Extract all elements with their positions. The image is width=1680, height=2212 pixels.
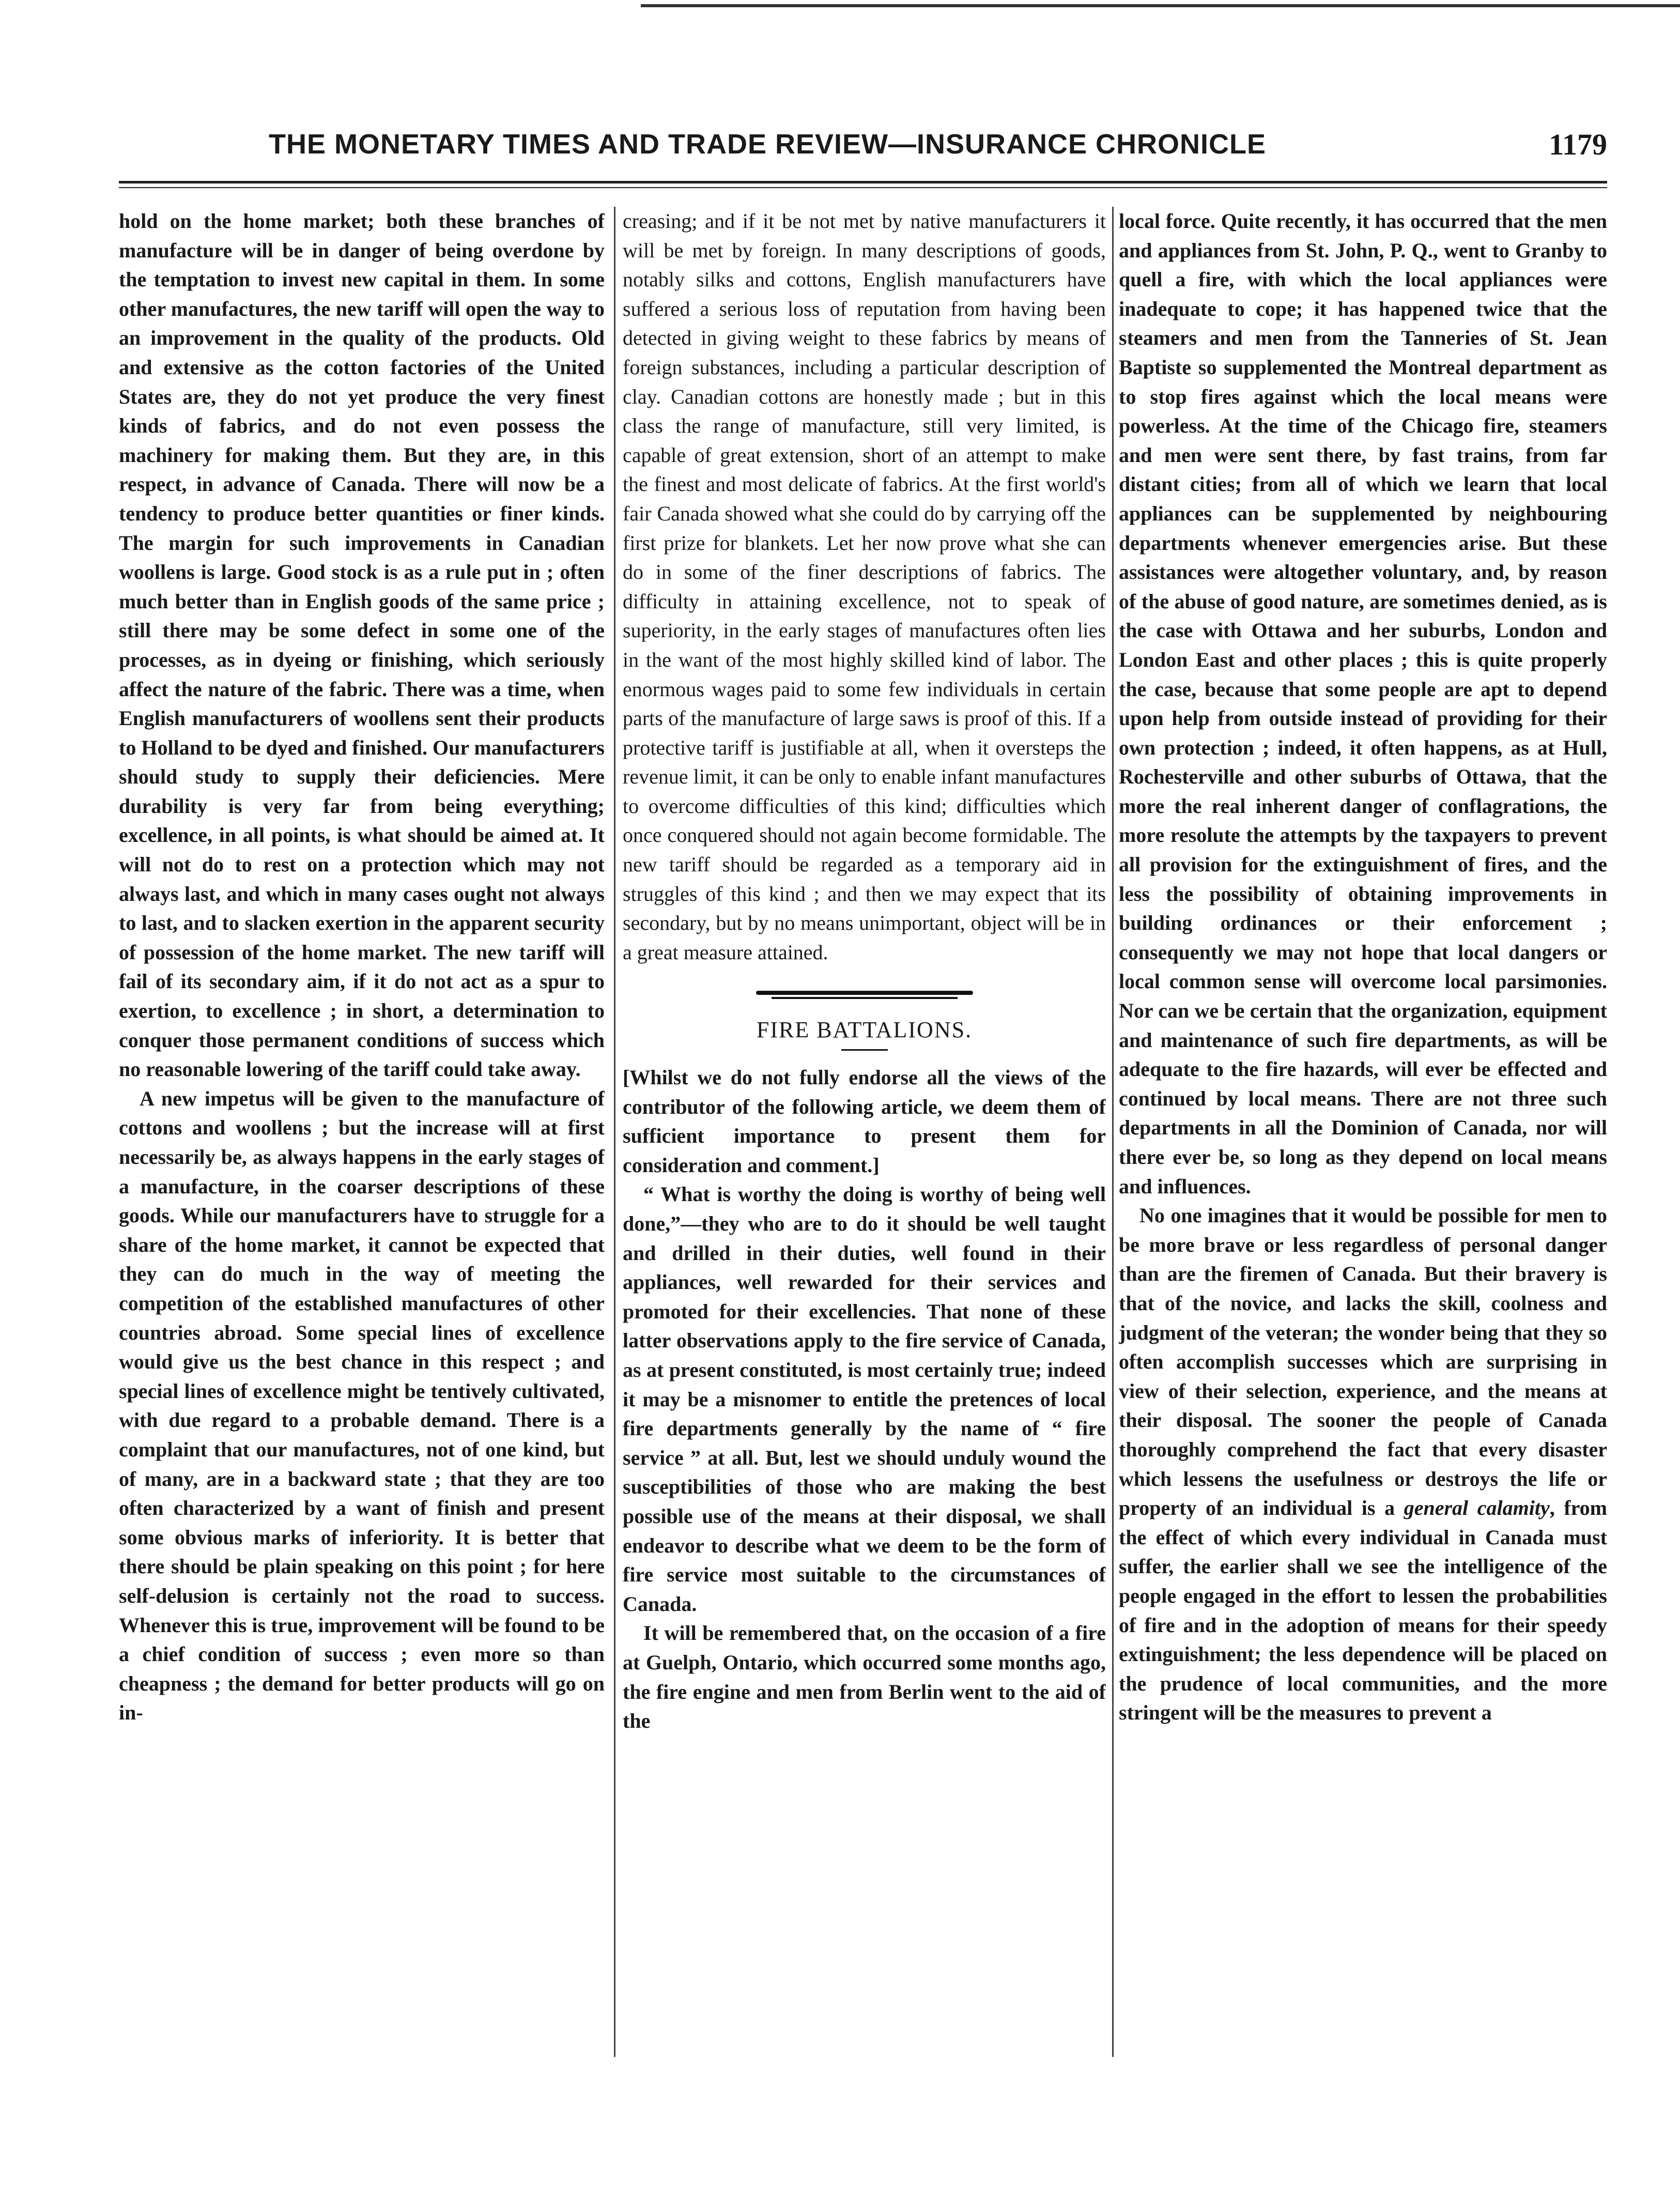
column-2 — [623, 207, 1106, 2196]
publication-title: THE MONETARY TIMES AND TRADE REVIEW—INSURANCE CHRONICLE — [269, 129, 1267, 160]
top-rule — [641, 4, 1680, 7]
section-title: FIRE BATTALIONS. — [756, 1017, 973, 1043]
editor-note: [Whilst we do not fully endorse all the views of the contributor of the following article, we deem them of sufficient importance to present them for consideration and comment.] — [623, 1066, 1106, 1177]
paragraph: creasing; and if it be not met by native manufacturers it will be met by foreign. In many descriptions of goods, notably silks and cottons, English manufacturers have suffered a serious loss of reputation from having been detected in giving weight to these fabrics by means of foreign substances, including a particular description of clay. Canadian cottons are honestly made ; but in this class the range of manufacture, still very limited, is capable of great extension, short of an attempt to make the finest and most delicate of fabrics. At the first world's fair Canada showed what she could do by carrying off the first prize for blankets. Let her now prove what she can do in some of the finer descriptions of fabrics. The difficulty in attaining excellence, not to speak of superiority, in the early stages of manufactures often lies in the want of the most highly skilled kind of labor. The enormous wages paid to some few individuals in certain parts of the manufacture of large saws is proof of this. If a protective tariff is justifiable at all, when it oversteps the revenue limit, it can be only to enable infant manufactures to overcome difficulties of this kind; difficulties which once conquered should not again become formidable. The new tariff should be regarded as a temporary aid in struggles of this kind ; and then we may expect that its secondary, but by no means unimportant, object will be in a great measure attained. — [623, 209, 1106, 964]
article-paragraph: “ What is worthy the doing is worthy of being well done,”—they who are to do it should be well taught and drilled in their duties, well found in their appliances, well rewarded for their services and promoted for their excellencies. That none of these latter observations apply to the fire service of Canada, as at present constituted, is most certainly true; indeed it may be a misnomer to entitle the pretences of local fire departments generally by the name of “ fire service ” at all. But, lest we should unduly wound the susceptibilities of those who are making the best possible use of the means at their disposal, we shall endeavor to describe what we deem to be the form of fire service most suitable to the circumstances of Canada. — [623, 1182, 1106, 1616]
section-ornament — [756, 988, 973, 1001]
header-rule — [119, 181, 1607, 183]
paragraph-text: , from the effect of which every individual in Canada must suffer, the earlier shall we see the intelligence of the people engaged in the effort to lessen the probabilities of fire and in the adoption of means for their speedy extinguishment; the less dependence will be placed on the prudence of local communities, and the more stringent will be the measures to prevent a — [1119, 1496, 1607, 1725]
paragraph — [1119, 1201, 1607, 1728]
paragraph: hold on the home market; both these branches of manufacture will be in danger of being overdone by the temptation to invest new capital in them. In some other manufactures, the new tariff will open the way to an improvement in the quality of the products. Old and extensive as the cotton factories of the United States are, they do not yet produce the very finest kinds of fabrics, and do not even possess the machinery for making them. But they are, in this respect, in advance of Canada. There will now be a tendency to produce better quantities or finer kinds. The margin for such improvements in Canadian woollens is large. Good stock is as a rule put in ; often much better than in English goods of the same price ; still there may be some defect in some one of the processes, as in dyeing or finishing, which seriously affect the nature of the fabric. There was a time, when English manufacturers of woollens sent their products to Holland to be dyed and finished. Our manufacturers should study to supply their deficiencies. Mere durability is very far from being everything; excellence, in all points, is what should be aimed at. It will not do to rest on a protection which may not always last, and which in many cases ought not always to last, and to slacken exertion in the apparent security of possession of the home market. The new tariff will fail of its secondary aim, if it do not act as a spur to exertion, to excellence ; in short, a determination to conquer those permanent conditions of success which no reasonable lowering of the tariff could take away. — [119, 209, 605, 1081]
column-1 — [119, 207, 605, 2196]
column-divider — [1112, 207, 1114, 2057]
page-number: 1179 — [1549, 128, 1607, 161]
column-3 — [1119, 207, 1607, 2196]
paragraph-text: No one imagines that it would be possible for men to be more brave or less regardless of personal danger than are the firemen of Canada. But their bravery is that of the novice, and lacks the skill, coolness and judgment of the veteran; the wonder being that they so often accomplish successes which are surprising in view of their selection, experience, and the means at their disposal. The sooner the people of Canada thoroughly comprehend the fact that every disaster which lessens the usefulness or destroys the life or property of an individual is a — [1119, 1204, 1607, 1520]
column-divider — [614, 207, 615, 2057]
emphasis-text: general calamity — [1404, 1496, 1550, 1520]
article-paragraph: It will be remembered that, on the occasion of a fire at Guelph, Ontario, which occurred some months ago, the fire engine and men from Berlin went to the aid of the — [623, 1621, 1106, 1733]
title-rule — [841, 1049, 888, 1051]
page-header — [119, 124, 1607, 171]
paragraph: A new impetus will be given to the manufacture of cottons and woollens ; but the increase will at first necessarily be, as always happens in the early stages of a manufacture, in the coarser descriptions of these goods. While our manufacturers have to struggle for a share of the home market, it cannot be expected that they can do much in the way of meeting the competition of the established manufactures of other countries abroad. Some special lines of excellence would give us the best chance in this respect ; and special lines of excellence might be tentively cultivated, with due regard to a probable demand. There is a complaint that our manufactures, not of one kind, but of many, are in a backward state ; that they are too often characterized by a want of finish and present some obvious marks of inferiority. It is better that there should be plain speaking on this point ; for here self-delusion is certainly not the road to success. Whenever this is true, improvement will be found to be a chief condition of success ; even more so than cheapness ; the demand for better products will go on in- — [119, 1086, 605, 1725]
paragraph: local force. Quite recently, it has occurred that the men and appliances from St. John, P. Q., went to Granby to quell a fire, with which the local appliances were inadequate to cope; it has happened twice that the steamers and men from the Tanneries of St. Jean Baptiste so supplemented the Montreal department as to stop fires against which the local means were powerless. At the time of the Chicago fire, steamers and men were sent there, by fast trains, from far distant cities; from all of which we learn that local appliances can be supplemented by neighbouring departments whenever emergencies arise. But these assistances were altogether voluntary, and, by reason of the abuse of good nature, are sometimes denied, as is the case with Ottawa and her suburbs, London and London East and other places ; this is quite properly the case, because that some people are apt to depend upon help from outside instead of providing for their own protection ; indeed, it often happens, as at Hull, Rochesterville and other suburbs of Ottawa, that the more the real inherent danger of conflagrations, the more resolute the attempts by the taxpayers to prevent all provision for the extinguishment of fires, and the less the possibility of obtaining improvements in building ordinances or their enforcement ; consequently we may not hope that local dangers or local common sense will overcome local parsimonies. Nor can we be certain that the organization, equipment and maintenance of such fire departments, as will be adequate to the fire hazards, will ever be effected and continued by local means. There are not three such departments in all the Dominion of Canada, nor will there ever be, so long as they depend on local means and influences. — [1119, 209, 1607, 1198]
header-rule-thin — [119, 187, 1607, 188]
